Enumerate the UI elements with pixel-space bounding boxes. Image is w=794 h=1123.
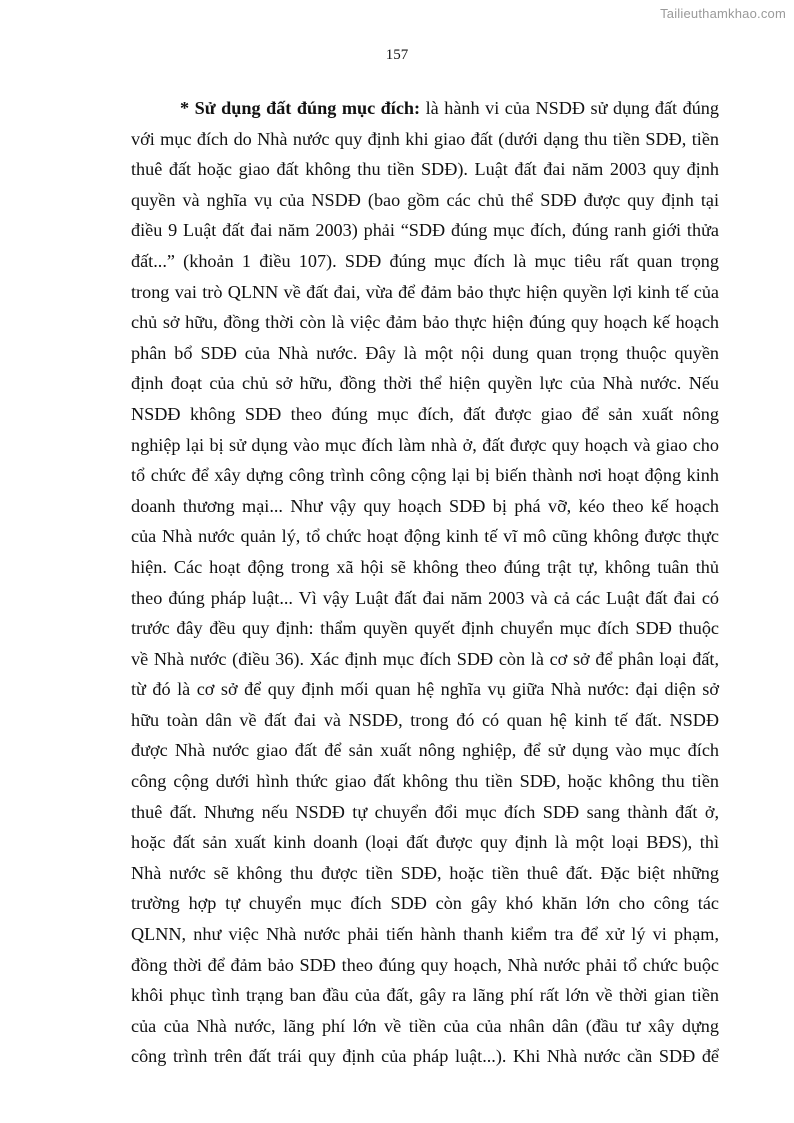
paragraph-line: định đoạt của chủ sở hữu, đồng thời thể hiện quyền lực của Nhà nước. Nếu <box>131 373 719 394</box>
paragraph-line: về Nhà nước (điều 36). Xác định mục đích SDĐ còn là cơ sở để phân loại đất, <box>131 648 719 669</box>
paragraph-line: đồng thời để đảm bảo SDĐ theo đúng quy hoạch, Nhà nước phải tổ chức buộc <box>131 954 719 975</box>
paragraph-first-line <box>131 93 719 124</box>
paragraph-line: của Nhà nước quản lý, tổ chức hoạt động kinh tế vĩ mô cũng không được thực <box>131 526 719 547</box>
paragraph-line: trường hợp tự chuyển mục đích SDĐ còn gây khó khăn lớn cho công tác <box>131 893 719 914</box>
paragraph-line: chủ sở hữu, đồng thời còn là việc đảm bảo thực hiện đúng quy hoạch kế hoạch <box>131 312 719 333</box>
page-number: 157 <box>385 47 409 63</box>
paragraph-line: thuê đất. Nhưng nếu NSDĐ tự chuyển đổi mục đích SDĐ sang thành đất ở, <box>131 801 719 822</box>
paragraph-line: Nhà nước sẽ không thu được tiền SDĐ, hoặc tiền thuê đất. Đặc biệt những <box>131 862 719 883</box>
paragraph-line: phân bổ SDĐ của Nhà nước. Đây là một nội dung quan trọng thuộc quyền <box>131 342 719 363</box>
paragraph-line: quyền và nghĩa vụ của NSDĐ (bao gồm các chủ thể SDĐ được quy định tại <box>131 189 719 210</box>
paragraph-line: khôi phục tình trạng ban đầu của đất, gây ra lãng phí rất lớn về thời gian tiền <box>131 985 719 1006</box>
paragraph-line: tổ chức để xây dựng công trình công cộng lại bị biến thành nơi hoạt động kinh <box>131 465 719 486</box>
paragraph-line: trong vai trò QLNN về đất đai, vừa để đảm bảo thực hiện quyền lợi kinh tế của <box>131 281 719 302</box>
paragraph-line: đất...” (khoản 1 điều 107). SDĐ đúng mục đích là mục tiêu rất quan trọng <box>131 250 719 271</box>
body-paragraph <box>131 93 719 1072</box>
paragraph-line: của của Nhà nước, lãng phí lớn về tiền của của nhân dân (đầu tư xây dựng <box>131 1015 719 1036</box>
paragraph-line: theo đúng pháp luật... Vì vậy Luật đất đai năm 2003 và cả các Luật đất đai có <box>131 587 719 608</box>
paragraph-line: công trình trên đất trái quy định của pháp luật...). Khi Nhà nước cần SDĐ để <box>131 1046 719 1067</box>
paragraph-line: với mục đích do Nhà nước quy định khi giao đất (dưới dạng thu tiền SDĐ, tiền <box>131 128 719 149</box>
paragraph-line: từ đó là cơ sở để quy định mối quan hệ nghĩa vụ giữa Nhà nước: đại diện sở <box>131 679 719 700</box>
paragraph-first-line-text: là hành vi của NSDĐ sử dụng đất đúng <box>420 98 719 118</box>
paragraph-line: QLNN, như việc Nhà nước phải tiến hành thanh kiểm tra để xử lý vi phạm, <box>131 924 719 945</box>
paragraph-line: nghiệp lại bị sử dụng vào mục đích làm nhà ở, đất được quy hoạch và giao cho <box>131 434 719 455</box>
paragraph-line: NSDĐ không SDĐ theo đúng mục đích, đất được giao để sản xuất nông <box>131 403 719 424</box>
paragraph-line: hiện. Các hoạt động trong xã hội sẽ không theo đúng trật tự, không tuân thủ <box>131 556 719 577</box>
paragraph-line: thuê đất hoặc giao đất không thu tiền SDĐ). Luật đất đai năm 2003 quy định <box>131 159 719 180</box>
paragraph-line: điều 9 Luật đất đai năm 2003) phải “SDĐ đúng mục đích, đúng ranh giới thửa <box>131 220 719 241</box>
paragraph-line: doanh thương mại... Như vậy quy hoạch SDĐ bị phá vỡ, kéo theo kế hoạch <box>131 495 719 516</box>
paragraph-line: hữu toàn dân về đất đai và NSDĐ, trong đó có quan hệ kinh tế đất. NSDĐ <box>131 709 719 730</box>
paragraph-heading: * Sử dụng đất đúng mục đích: <box>180 98 421 118</box>
paragraph-line: công cộng dưới hình thức giao đất không thu tiền SDĐ, hoặc không thu tiền <box>131 771 719 792</box>
watermark: Tailieuthamkhao.com <box>660 6 786 21</box>
paragraph-line: trước đây đều quy định: thẩm quyền quyết định chuyển mục đích SDĐ thuộc <box>131 618 719 639</box>
paragraph-line: được Nhà nước giao đất để sản xuất nông nghiệp, để sử dụng vào mục đích <box>131 740 719 761</box>
paragraph-line: hoặc đất sản xuất kinh doanh (loại đất được quy định là một loại BĐS), thì <box>131 832 719 853</box>
